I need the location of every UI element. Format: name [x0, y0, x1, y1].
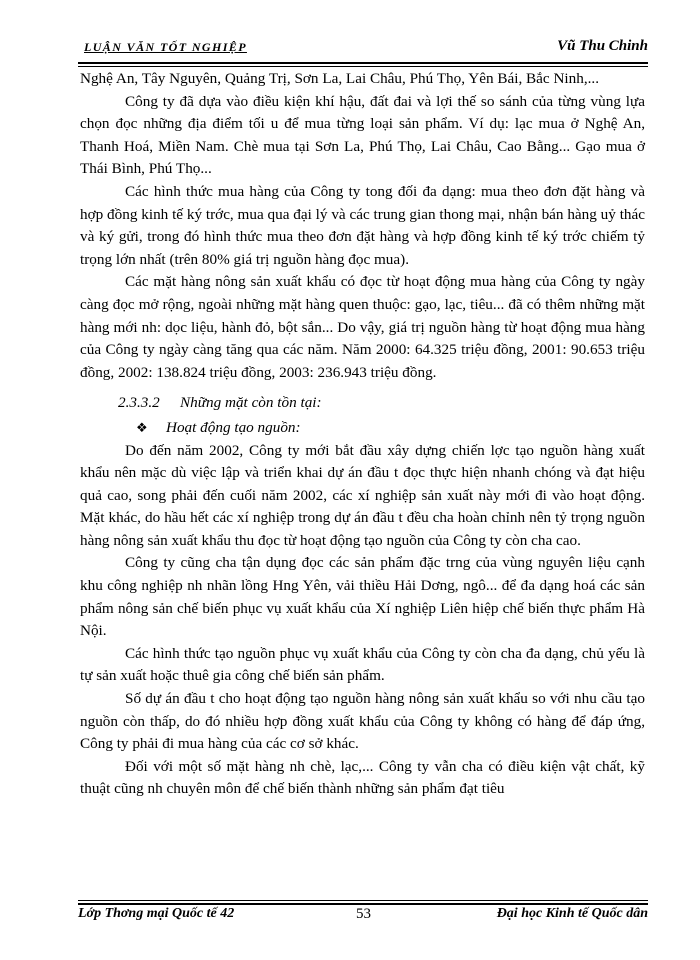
footer-rule	[78, 903, 648, 905]
paragraph: Các hình thức tạo nguồn phục vụ xuất khẩu của Công ty còn cha đa dạng, chủ yếu là tự sản xuất hoặc thuê gia công chế biến sản phẩm.	[80, 644, 645, 685]
section-heading	[118, 392, 645, 415]
paragraph: Nghệ An, Tây Nguyên, Quảng Trị, Sơn La, Lai Châu, Phú Thọ, Yên Bái, Bắc Ninh,...	[80, 70, 600, 87]
diamond-bullet-icon: ❖	[136, 419, 148, 435]
page-number: 53	[356, 906, 371, 922]
footer-rule-thin	[78, 900, 648, 901]
header-author-name: Vũ Thu Chinh	[557, 38, 648, 54]
paragraph: Các mặt hàng nông sản xuất khẩu có đọc từ hoạt động mua hàng của Công ty ngày càng đọc mở rộng, ngoài những mặt hàng quen thuộc: gạo, lạc, tiêu... đã có thêm những mặt hàng mới nh: dọc liệu, hành đỏ, bột sắn... Do vậy, giá trị nguồn hàng từ hoạt động mua hàng của Công ty ngày càng tăng qua các năm. Năm 2000: 64.325 triệu đồng, 2001: 90.653 triệu đồng, 2002: 138.824 triệu đồng, 2003: 236.943 triệu đồng.	[80, 273, 645, 381]
header-rule	[78, 62, 648, 64]
footer-university: Đại học Kinh tế Quốc dân	[496, 906, 648, 921]
header-rule-thin	[78, 66, 648, 67]
page-footer	[78, 906, 648, 928]
paragraph: Do đến năm 2002, Công ty mới bắt đầu xây dựng chiến lợc tạo nguồn hàng xuất khẩu nên mặc dù việc lập và triển khai dự án đầu t đọc thực hiện nhanh chóng và đạt hiệu quả cao, song phải đến cuối năm 2002, các xí nghiệp sản xuất này mới đi vào hoạt động. Mặt khác, do hầu hết các xí nghiệp trong dự án đầu t đều cha hoàn chỉnh nên tỷ trọng nguồn hàng nông sản xuất khẩu thu đọc từ hoạt động tạo nguồn của Công ty còn cha cao.	[80, 441, 645, 549]
paragraph: Công ty cũng cha tận dụng đọc các sản phẩm đặc trng của vùng nguyên liệu cạnh khu công nghiệp nh nhãn lồng Hng Yên, vải thiều Hải Dơng, ngô... để đa dạng hoá các sản phẩm nông sản chế biến phục vụ xuất khẩu của Xí nghiệp Liên hiệp chế biến thực phẩm Hà Nội.	[80, 554, 645, 640]
bullet-heading	[136, 417, 645, 440]
document-body	[80, 68, 645, 801]
section-number: 2.3.3.2	[118, 394, 160, 412]
paragraph: Các hình thức mua hàng của Công ty tong đối đa dạng: mua theo đơn đặt hàng và hợp đồng kinh tế ký trớc, mua qua đại lý và các trung gian thong mại, nhận bán hàng uỷ thác và ký gửi, trong đó hình thức mua theo đơn đặt hàng và hợp đồng kinh tế ký trớc chiếm tỷ trọng lớn nhất (trên 80% giá trị nguồn hàng đọc mua).	[80, 182, 645, 268]
page-header	[78, 38, 648, 62]
footer-class-name: Lớp Thơng mại Quốc tế 42	[78, 906, 235, 921]
paragraph: Đối với một số mặt hàng nh chè, lạc,... Công ty vẫn cha có điều kiện vật chất, kỹ thuật cũng nh chuyên môn để chế biến thành những sản phẩm đạt tiêu	[80, 757, 645, 798]
paragraph: Số dự án đầu t cho hoạt động tạo nguồn hàng nông sản xuất khẩu so với nhu cầu tạo nguồn còn thấp, do đó nhiều hợp đồng xuất khẩu của Công ty không có hàng để đáp ứng, Công ty phải đi mua hàng của các cơ sở khác.	[80, 690, 645, 753]
paragraph: Công ty đã dựa vào điều kiện khí hậu, đất đai và lợi thế so sánh của từng vùng lựa chọn đọc những địa điểm tối u để mua từng loại sản phẩm. Ví dụ: lạc mua ở Nghệ An, Thanh Hoá, Miền Nam. Chè mua tại Sơn La, Phú Thọ, Lai Châu, Cao Bằng... Gạo mua ở Thái Bình, Phú Thọ...	[80, 92, 645, 178]
bullet-title: Hoạt động tạo nguồn:	[166, 418, 301, 436]
section-title: Những mặt còn tồn tại:	[180, 394, 322, 412]
header-thesis-title: LUẬN VĂN TỐT NGHIỆP	[84, 40, 247, 54]
